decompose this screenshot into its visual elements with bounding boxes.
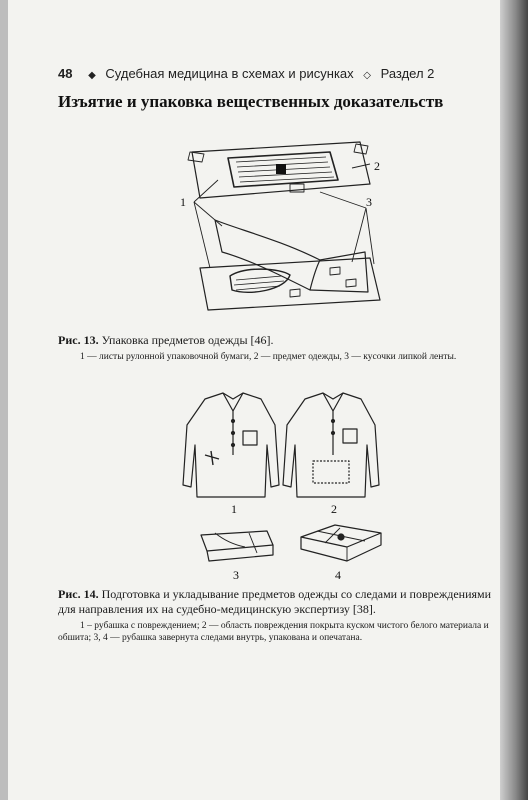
running-head (58, 66, 478, 81)
figure-14-caption-prefix: Рис. 14. (58, 587, 99, 601)
figure-13-label-1: 1 (180, 195, 186, 209)
wrapped-package-4 (301, 525, 381, 561)
wrapped-package-3 (201, 531, 273, 561)
paper-sheet-bottom (200, 258, 380, 310)
book-title: Судебная медицина в схемах и рисунках (105, 66, 354, 81)
figure-14-label-4: 4 (335, 568, 341, 582)
figure-14-illustration (175, 385, 415, 585)
page-number: 48 (58, 66, 73, 81)
page-title: Изъятие и упаковка вещественных доказательств (58, 92, 444, 111)
section-name: Раздел 2 (380, 66, 435, 81)
shirt-with-patch (283, 393, 379, 497)
seal-icon (338, 534, 344, 540)
garment-bottom (230, 269, 290, 292)
figure-13-illustration (170, 140, 400, 330)
shirt-with-damage (183, 393, 279, 497)
tape-pieces-bottom (290, 267, 356, 297)
figure-13-note: 1 — листы рулонной упаковочной бумаги, 2 — предмет одежды, 3 — кусочки липкой ленты. (80, 352, 457, 362)
figure-14-label-3: 3 (233, 568, 239, 582)
figure-14-label-1: 1 (231, 502, 237, 516)
page-gutter-shadow (500, 0, 528, 800)
figure-13-caption-prefix: Рис. 13. (58, 333, 99, 347)
figure-14-label-2: 2 (331, 502, 337, 516)
figure-14-note: 1 – рубашка с повреждением; 2 — область повреждения покрыта куском чистого белого материала и обшита; 3, 4 — рубашка завернута следами внутрь, упакована и опечатана. (58, 621, 489, 643)
figure-14-caption-text: Подготовка и укладывание предметов одежды со следами и повреждениями для направления их на судебно-медицинскую экспертизу [38]. (58, 587, 492, 616)
figure-14-caption (58, 587, 503, 644)
figure-13-label-2: 2 (374, 159, 380, 173)
figure-13-caption (58, 333, 503, 363)
diamond-icon: ◆ (88, 70, 96, 81)
figure-13-label-3: 3 (366, 195, 372, 209)
diamond-outline-icon: ◇ (363, 70, 371, 81)
damage-area (276, 164, 286, 174)
figure-13-caption-text: Упаковка предметов одежды [46]. (101, 333, 274, 347)
